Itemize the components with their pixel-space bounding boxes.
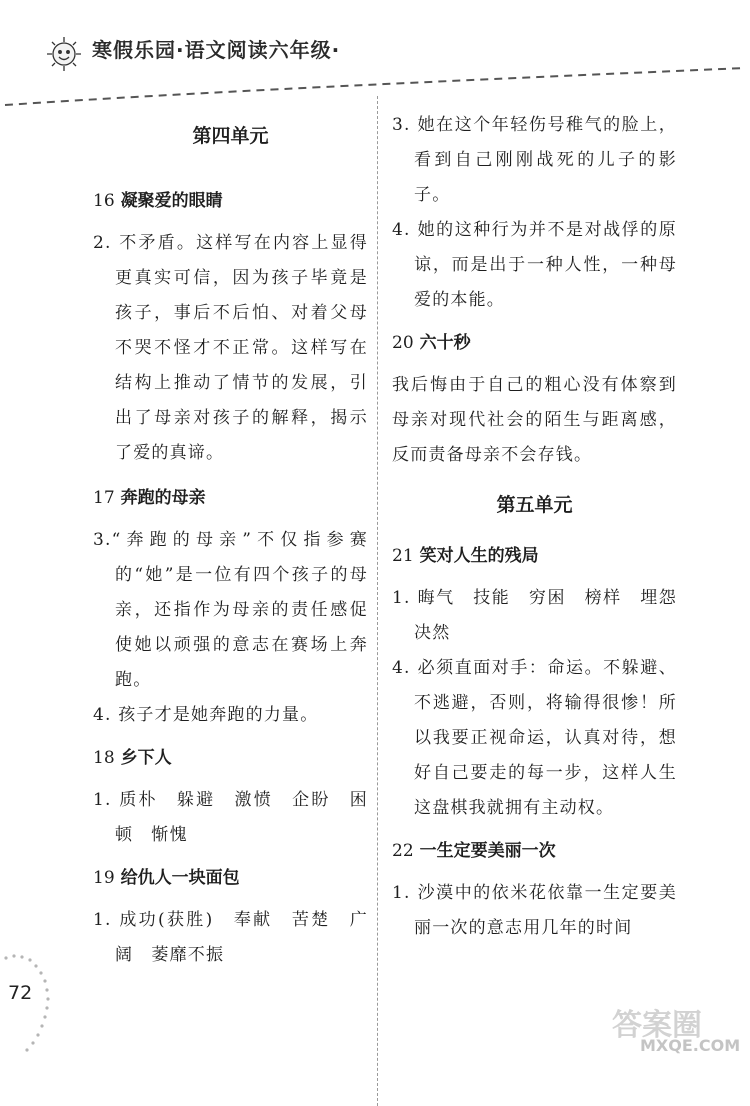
answer-text: 我后悔由于自己的粗心没有体察到母亲对现代社会的陌生与距离感，反而责备母亲不会存钱。 [392,375,677,465]
watermark-url: MXQE.COM [640,1036,741,1055]
lesson-title [392,539,677,573]
answer-text: 1. 晦气 技能 穷困 榜样 埋怨 决然 [392,588,696,643]
answer-text: 1. 质朴 躲避 激愤 企盼 困顿 惭愧 [93,790,368,845]
lesson-name: 奔跑的母亲 [120,488,206,508]
lesson-title [93,861,368,895]
answer-text: 3. 她在这个年轻伤号稚气的脸上，看到自己刚刚战死的儿子的影子。 [392,115,677,205]
answer-text: 4. 她的这种行为并不是对战俘的原谅，而是出于一种人性，一种母爱的本能。 [392,220,677,310]
lesson-name: 给仇人一块面包 [120,868,240,888]
watermark-logo: 答案圈 [612,1008,702,1043]
lesson-title [392,834,677,868]
lesson-number: 21 [392,546,414,566]
unit-heading: 第五单元 [496,494,573,516]
answer-text: 1. 沙漠中的依米花依靠一生定要美丽一次的意志用几年的时间 [392,883,677,938]
lesson-number: 18 [93,748,115,768]
page-number: 72 [8,982,33,1004]
answer-text: 2. 不矛盾。这样写在内容上显得更真实可信，因为孩子毕竟是孩子，事后不后怕、对着父母不哭不怪才不正常。这样写在结构上推动了情节的发展，引出了母亲对孩子的解释，揭示了爱的真谛。 [93,233,368,463]
lesson-name: 六十秒 [419,333,471,353]
left-column [93,108,368,973]
lesson-number: 19 [93,868,115,888]
header-dashed-curve [0,60,750,110]
page-header [0,0,750,110]
lesson-name: 凝聚爱的眼睛 [120,191,223,211]
lesson-title [93,184,368,218]
unit-heading: 第四单元 [192,125,269,147]
lesson-number: 22 [392,841,414,861]
lesson-name: 笑对人生的残局 [419,546,539,566]
right-column [392,108,696,946]
lesson-number: 16 [93,191,115,211]
answer-text: 1. 成功(获胜) 奉献 苦楚 广阔 萎靡不振 [93,910,368,965]
lesson-name: 乡下人 [120,748,172,768]
lesson-number: 20 [392,333,414,353]
lesson-title [392,326,677,360]
header-title: 寒假乐园·语文阅读六年级· [92,38,341,62]
lesson-number: 17 [93,488,115,508]
column-divider [377,96,378,1106]
answer-text: 4. 必须直面对手：命运。不躲避、不逃避，否则，将输得很惨！所以我要正视命运，认真对待，想好自己要走的每一步，这样人生这盘棋我就拥有主动权。 [392,658,677,818]
lesson-title [93,481,368,515]
lesson-title [93,741,368,775]
lesson-name: 一生定要美丽一次 [419,841,556,861]
answer-text: 3.“奔跑的母亲”不仅指参赛的“她”是一位有四个孩子的母亲，还指作为母亲的责任感促使她以顽强的意志在赛场上奔跑。 [93,530,368,690]
answer-text: 4. 孩子才是她奔跑的力量。 [93,705,319,725]
